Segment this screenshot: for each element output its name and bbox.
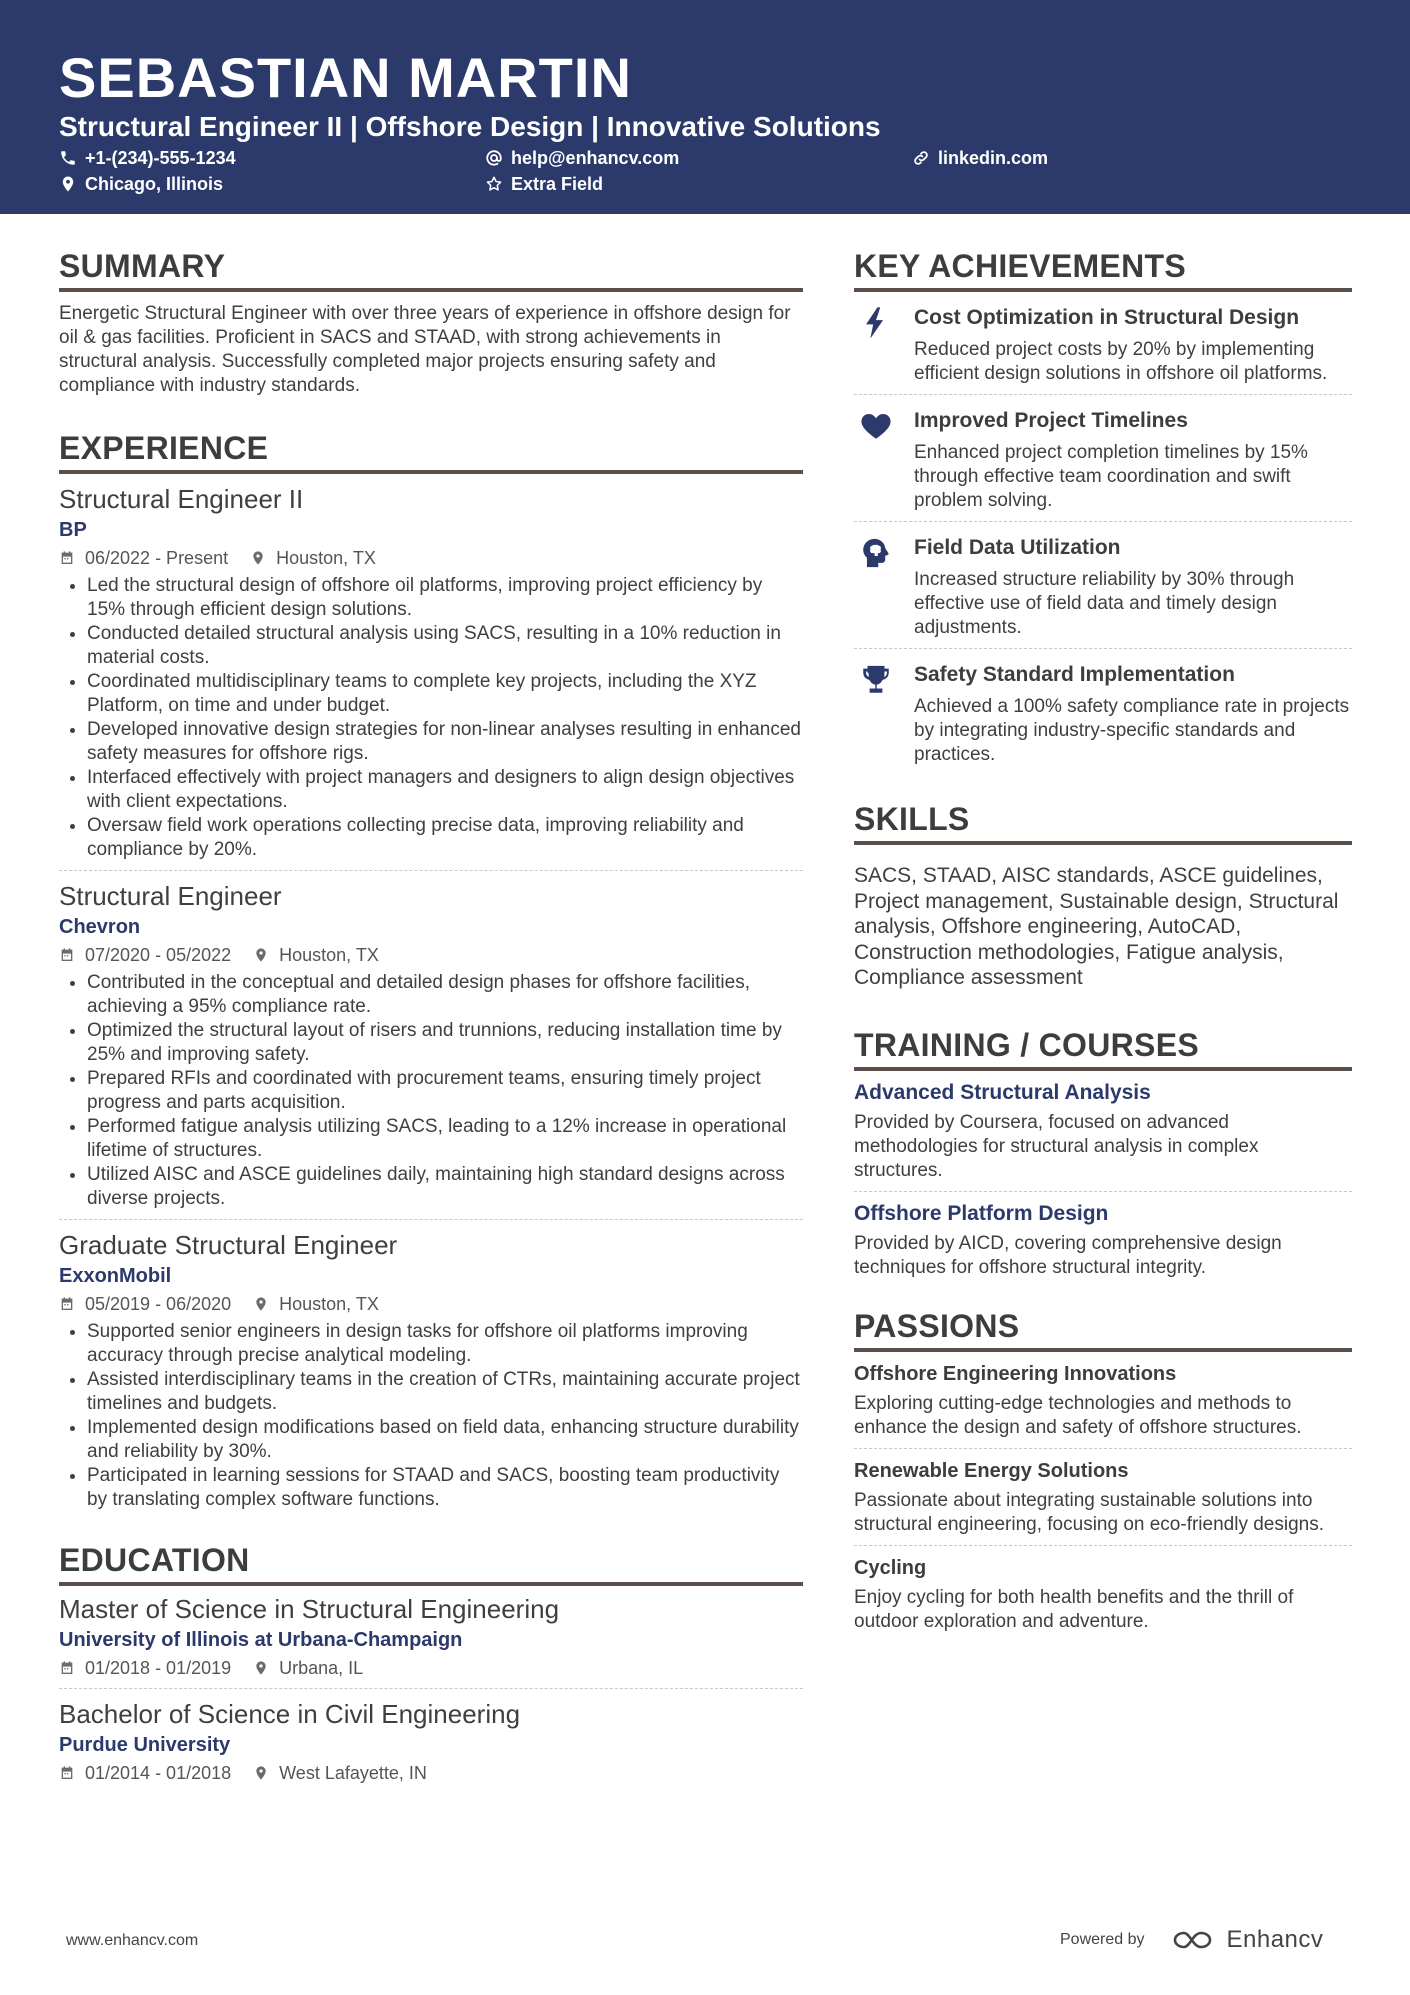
achievement-item — [854, 395, 1352, 522]
contact-linkedin[interactable] — [912, 146, 1048, 170]
education-entry — [59, 1689, 803, 1785]
education-location: West Lafayette, IN — [279, 1763, 427, 1783]
job-bullets — [59, 574, 803, 862]
location-text: Chicago, Illinois — [85, 174, 224, 194]
job-bullets — [59, 971, 803, 1211]
email-link[interactable]: help@enhancv.com — [511, 148, 680, 168]
course-desc: Provided by Coursera, focused on advanced methodologies for structural analysis in complex structures. — [854, 1111, 1259, 1181]
link-icon — [912, 149, 930, 167]
bullet-item: • Oversaw field work operations collecting precise data, improving reliability and compliance by 20%. — [87, 814, 803, 862]
at-sign-icon — [485, 149, 503, 167]
achievement-item — [854, 649, 1352, 775]
job-location: Houston, TX — [276, 548, 376, 568]
course-item — [854, 1071, 1352, 1192]
job-role: Graduate Structural Engineer — [59, 1230, 398, 1260]
section-title-experience: EXPERIENCE — [59, 428, 803, 474]
passion-title: Offshore Engineering Innovations — [854, 1362, 1177, 1385]
achievements-section — [854, 246, 1352, 775]
right-column — [854, 246, 1352, 1634]
bullet-item: • Supported senior engineers in design tasks for offshore oil platforms improving accuracy through precise analytical modeling. — [87, 1320, 803, 1368]
bullet-item: • Developed innovative design strategies for non-linear analyses resulting in enhanced safety measures for offshore rigs. — [87, 718, 803, 766]
summary-section — [59, 246, 803, 398]
education-dates: 01/2018 - 01/2019 — [85, 1658, 232, 1678]
achievement-item — [854, 292, 1352, 395]
bullet-item: • Coordinated multidisciplinary teams to complete key projects, including the XYZ Platform, on time and under budget. — [87, 670, 803, 718]
enhancv-logo-icon — [1169, 1927, 1217, 1953]
star-icon — [485, 175, 503, 193]
location-pin-icon — [253, 1660, 269, 1676]
section-title-summary: SUMMARY — [59, 246, 803, 292]
experience-entry — [59, 871, 803, 1220]
education-meta — [59, 1761, 803, 1785]
course-title: Offshore Platform Design — [854, 1201, 1109, 1225]
trophy-icon — [854, 661, 914, 767]
passion-desc: Exploring cutting-edge technologies and methods to enhance the design and safety of offshore structures. — [854, 1392, 1302, 1438]
contact-email[interactable] — [485, 146, 679, 170]
achievement-title: Field Data Utilization — [914, 536, 1121, 559]
achievement-title: Cost Optimization in Structural Design — [914, 306, 1300, 329]
job-company: Chevron — [59, 916, 141, 938]
passion-desc: Passionate about integrating sustainable solutions into structural engineering, focusing on eco-friendly designs. — [854, 1489, 1324, 1535]
experience-entry — [59, 474, 803, 871]
location-pin-icon — [250, 550, 266, 566]
education-entry — [59, 1586, 803, 1689]
left-column — [59, 246, 803, 1785]
bullet-item: • Performed fatigue analysis utilizing SACS, leading to a 12% increase in operational lifetime of structures. — [87, 1115, 803, 1163]
location-pin-icon — [253, 1296, 269, 1312]
achievement-title: Safety Standard Implementation — [914, 663, 1235, 686]
bullet-item: • Participated in learning sessions for STAAD and SACS, boosting team productivity by translating complex software functions. — [87, 1464, 803, 1512]
school-name: Purdue University — [59, 1734, 231, 1756]
footer-branding[interactable] — [1060, 1926, 1323, 1954]
experience-section — [59, 428, 803, 1512]
job-meta — [59, 943, 803, 967]
bullet-item: • Optimized the structural layout of risers and trunnions, reducing installation time by 25% and improving safety. — [87, 1019, 803, 1067]
course-desc: Provided by AICD, covering comprehensive design techniques for offshore structural integrity. — [854, 1232, 1282, 1278]
job-company: ExxonMobil — [59, 1265, 172, 1287]
skills-list: SACS, STAAD, AISC standards, ASCE guidelines, Project management, Sustainable design, Structural analysis, Offshore engineering, AutoCAD, Construction methodologies, Fatigue analysis, Compliance assessment — [854, 864, 1339, 989]
job-dates: 06/2022 - Present — [85, 548, 229, 568]
achievement-desc: Achieved a 100% safety compliance rate in projects by integrating industry-specific standards and practices. — [914, 696, 1350, 765]
education-meta — [59, 1656, 803, 1680]
resume-header — [0, 0, 1410, 214]
job-meta — [59, 1292, 803, 1316]
degree-title: Bachelor of Science in Civil Engineering — [59, 1699, 521, 1729]
passion-desc: Enjoy cycling for both health benefits and the thrill of outdoor exploration and adventure. — [854, 1586, 1294, 1632]
phone-icon — [59, 149, 77, 167]
summary-text: Energetic Structural Engineer with over three years of experience in offshore design for oil & gas facilities. Proficient in SACS and STAAD, with strong achievements in structural analysis. Successfully completed major projects ensuring safety and compliance with industry standards. — [59, 303, 791, 396]
school-name: University of Illinois at Urbana-Champaign — [59, 1629, 463, 1651]
bolt-icon — [854, 304, 914, 386]
bullet-item: • Conducted detailed structural analysis using SACS, resulting in a 10% reduction in material costs. — [87, 622, 803, 670]
calendar-icon — [59, 1296, 75, 1312]
section-title-education: EDUCATION — [59, 1540, 803, 1586]
job-role: Structural Engineer — [59, 881, 282, 911]
location-pin-icon — [253, 947, 269, 963]
job-location: Houston, TX — [279, 1294, 379, 1314]
bullet-item: • Assisted interdisciplinary teams in the creation of CTRs, maintaining accurate project timelines and budgets. — [87, 1368, 803, 1416]
heart-icon — [854, 407, 914, 513]
contact-extra — [485, 172, 603, 196]
calendar-icon — [59, 1660, 75, 1676]
calendar-icon — [59, 1765, 75, 1781]
section-title-skills: SKILLS — [854, 799, 1352, 845]
calendar-icon — [59, 947, 75, 963]
training-section — [854, 1025, 1352, 1280]
education-dates: 01/2014 - 01/2018 — [85, 1763, 232, 1783]
linkedin-link[interactable]: linkedin.com — [938, 148, 1049, 168]
degree-title: Master of Science in Structural Engineering — [59, 1594, 560, 1624]
achievement-title: Improved Project Timelines — [914, 409, 1188, 432]
passion-item — [854, 1449, 1352, 1546]
calendar-icon — [59, 550, 75, 566]
job-bullets — [59, 1320, 803, 1512]
job-location: Houston, TX — [279, 945, 379, 965]
job-company: BP — [59, 519, 87, 541]
phone-text: +1-(234)-555-1234 — [85, 148, 236, 168]
bullet-item: • Utilized AISC and ASCE guidelines daily, maintaining high standard designs across diverse projects. — [87, 1163, 803, 1211]
location-pin-icon — [253, 1765, 269, 1781]
section-title-passions: PASSIONS — [854, 1306, 1352, 1352]
job-dates: 07/2020 - 05/2022 — [85, 945, 232, 965]
bullet-item: • Contributed in the conceptual and detailed design phases for offshore facilities, achieving a 95% compliance rate. — [87, 971, 803, 1019]
section-title-achievements: KEY ACHIEVEMENTS — [854, 246, 1352, 292]
bullet-item: • Interfaced effectively with project managers and designers to align design objectives with client expectations. — [87, 766, 803, 814]
achievement-desc: Reduced project costs by 20% by implementing efficient design solutions in offshore oil platforms. — [914, 339, 1328, 384]
bullet-item: • Implemented design modifications based on field data, enhancing structure durability and reliability by 30%. — [87, 1416, 803, 1464]
course-title: Advanced Structural Analysis — [854, 1080, 1151, 1104]
bullet-item: • Led the structural design of offshore oil platforms, improving project efficiency by 15% through efficient design solutions. — [87, 574, 803, 622]
passion-title: Renewable Energy Solutions — [854, 1459, 1129, 1482]
extra-field-text: Extra Field — [511, 174, 604, 194]
passion-item — [854, 1352, 1352, 1449]
candidate-name: SEBASTIAN MARTIN — [59, 46, 632, 109]
passion-item — [854, 1546, 1352, 1634]
bullet-item: • Prepared RFIs and coordinated with procurement teams, ensuring timely project progress and parts acquisition. — [87, 1067, 803, 1115]
passion-title: Cycling — [854, 1556, 927, 1579]
contact-phone — [59, 146, 236, 170]
section-title-training: TRAINING / COURSES — [854, 1025, 1352, 1071]
contact-location — [59, 172, 223, 196]
candidate-tagline: Structural Engineer II | Offshore Design | Innovative Solutions — [59, 111, 881, 142]
job-role: Structural Engineer II — [59, 484, 304, 514]
experience-entry — [59, 1220, 803, 1512]
brand-name: Enhancv — [1226, 1926, 1324, 1953]
course-item — [854, 1192, 1352, 1280]
achievement-item — [854, 522, 1352, 649]
education-location: Urbana, IL — [279, 1658, 364, 1678]
education-section — [59, 1540, 803, 1785]
footer-website[interactable]: www.enhancv.com — [66, 1932, 199, 1949]
job-meta — [59, 546, 803, 570]
passions-section — [854, 1306, 1352, 1634]
skills-section — [854, 799, 1352, 991]
job-dates: 05/2019 - 06/2020 — [85, 1294, 232, 1314]
powered-by-label: Powered by — [1060, 1931, 1145, 1948]
achievement-desc: Increased structure reliability by 30% through effective use of field data and timely design adjustments. — [914, 569, 1295, 638]
achievement-desc: Enhanced project completion timelines by 15% through effective team coordination and swift problem solving. — [914, 442, 1308, 511]
location-pin-icon — [59, 175, 77, 193]
head-brain-icon — [854, 534, 914, 640]
